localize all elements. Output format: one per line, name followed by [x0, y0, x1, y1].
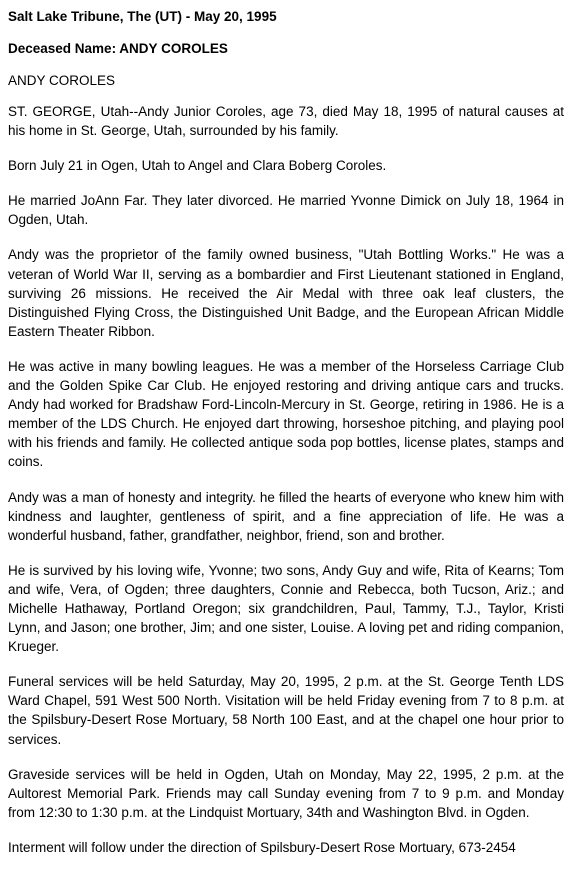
obituary-document [8, 6, 564, 857]
paragraph-survivors: He is survived by his loving wife, Yvonne; two sons, Andy Guy and wife, Rita of Kearns; Tom and wife, Vera, of Ogden; three daughters, Connie and Rebecca, both Tucson, Ariz.; and Michelle Hathaway, Portland Oregon; six grandchildren, Paul, Tammy, T.J., Taylor, Kristi Lynn, and Jason; one brother, Jim; and one sister, Louise. A loving pet and riding companion, Krueger. [8, 562, 564, 655]
paragraph-hobbies: He was active in many bowling leagues. He was a member of the Horseless Carriage Club and the Golden Spike Car Club. He enjoyed restoring and driving antique cars and trucks. Andy had worked for Bradshaw Ford-Lincoln-Mercury in St. George, retiring in 1986. He is a member of the LDS Church. He enjoyed dart throwing, horseshoe pitching, and playing pool with his friends and family. He collected antique soda pop bottles, license plates, stamps and coins. [8, 358, 564, 470]
paragraph-character: Andy was a man of honesty and integrity. he filled the hearts of everyone who knew him with kindness and laughter, gentleness of spirit, and a fine appreciation of life. He was a wonderful husband, father, grandfather, neighbor, friend, son and brother. [8, 489, 564, 543]
paragraph-interment: Interment will follow under the direction of Spilsbury-Desert Rose Mortuary, 673-2454 [8, 839, 516, 855]
source-line: Salt Lake Tribune, The (UT) - May 20, 1995 [8, 9, 277, 24]
deceased-name-heading: Deceased Name: ANDY COROLES [8, 41, 228, 56]
paragraph-career-military: Andy was the proprietor of the family owned business, "Utah Bottling Works." He was a veteran of World War II, serving as a bombardier and First Lieutenant stationed in England, surviving 26 missions. He received the Air Medal with three oak leaf clusters, the Distinguished Flying Cross, the Distinguished Unit Badge, and the European African Middle Eastern Theater Ribbon. [8, 247, 564, 339]
paragraph-graveside-services: Graveside services will be held in Ogden, Utah on Monday, May 22, 1995, 2 p.m. at the Aultorest Memorial Park. Friends may call Sunday evening from 7 to 9 p.m. and Monday from 12:30 to 1:30 p.m. at the Lindquist Mortuary, 34th and Washington Blvd. in Ogden. [8, 766, 564, 820]
decedent-name: ANDY COROLES [8, 73, 116, 88]
paragraph-funeral-services: Funeral services will be held Saturday, May 20, 1995, 2 p.m. at the St. George Tenth LDS Ward Chapel, 591 West 500 North. Visitation will be held Friday evening from 7 to 8 p.m. at the Spilsbury-Desert Rose Mortuary, 58 North 100 East, and at the chapel one hour prior to services. [8, 674, 564, 747]
paragraph-death-notice: ST. GEORGE, Utah--Andy Junior Coroles, age 73, died May 18, 1995 of natural causes at his home in St. George, Utah, surrounded by his family. [8, 104, 564, 139]
paragraph-birth: Born July 21 in Ogen, Utah to Angel and Clara Boberg Coroles. [8, 158, 387, 174]
paragraph-marriage: He married JoAnn Far. They later divorced. He married Yvonne Dimick on July 18, 1964 in Ogden, Utah. [8, 193, 564, 228]
